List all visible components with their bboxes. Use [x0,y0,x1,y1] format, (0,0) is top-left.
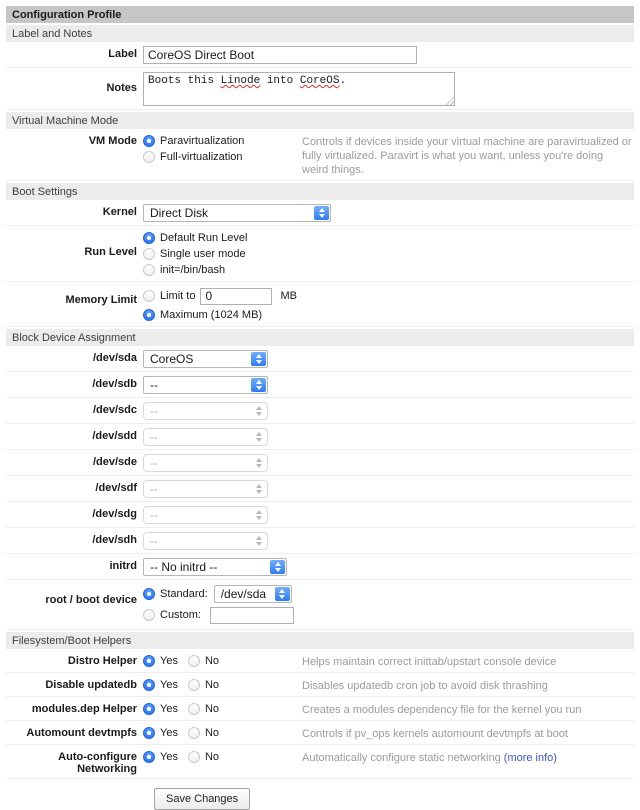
run-level-single-user-label: Single user mode [160,247,246,260]
page-title: Configuration Profile [6,6,634,23]
memory-maximum-label: Maximum (1024 MB) [160,308,263,321]
initrd-label: initrd [109,560,137,572]
automount-devtmpfs-no-radio[interactable] [188,727,200,739]
memory-maximum-radio[interactable] [143,309,155,321]
disable-updatedb-help-text: Disables updatedb cron job to avoid disk thrashing [302,680,548,692]
run-level-init-bash-label: init=/bin/bash [160,263,226,276]
vm-mode-full-virtualization-label: Full-virtualization [160,150,243,163]
notes-row [6,68,634,110]
kernel-label: Kernel [102,206,137,218]
modules-dep-no-radio[interactable] [188,703,200,715]
root-device-standard-value: /dev/sda [220,587,267,601]
distro-helper-no-radio[interactable] [188,655,200,667]
dev-sde-label: /dev/sde [92,456,137,468]
vm-mode-help-text: Controls if devices inside your virtual machine are paravirtualized or fully virtualized. Paravirt is what you want, unless you're doing weird things. [302,136,632,176]
distro-helper-label: Distro Helper [67,655,137,667]
vm-mode-full-virtualization-radio[interactable] [143,151,155,163]
memory-limit-to-label: Limit to [160,290,196,302]
dev-sdb-label: /dev/sdb [92,378,137,390]
label-input[interactable] [143,46,417,64]
dev-sda-select[interactable] [143,350,268,368]
helper-row-distro [6,649,634,673]
kernel-row [6,200,634,226]
device-row-sde [6,450,634,476]
device-row-sdb [6,372,634,398]
dev-sdd-select [143,428,268,446]
root-device-custom-input[interactable] [210,607,294,624]
vm-mode-paravirtualization-label: Paravirtualization [160,134,245,147]
dev-sdg-select-value: -- [150,508,158,522]
dev-sdh-label: /dev/sdh [92,534,137,546]
memory-limit-unit: MB [280,290,297,302]
device-row-sdd [6,424,634,450]
vm-mode-label: VM Mode [88,135,137,147]
helper-row-networking [6,745,634,779]
automount-devtmpfs-help-text: Controls if pv_ops kernels automount devtmpfs at boot [302,728,568,740]
kernel-select[interactable] [143,204,331,222]
distro-helper-help-text: Helps maintain correct inittab/upstart console device [302,656,557,668]
dev-sdf-select [143,480,268,498]
memory-limit-label: Memory Limit [65,294,137,306]
vm-mode-paravirtualization-radio[interactable] [143,135,155,147]
section-boot-settings: Boot Settings [6,183,634,200]
yes-label: Yes [160,750,178,763]
dev-sdb-select[interactable] [143,376,268,394]
select-arrows-icon [270,560,285,574]
notes-text: Boots this Linode into CoreOS. [148,75,347,87]
run-level-single-user-radio[interactable] [143,248,155,260]
dev-sdf-select-value: -- [150,482,158,496]
memory-limit-row [6,282,634,327]
no-label: No [204,702,220,715]
initrd-select[interactable] [143,558,287,576]
select-arrows-icon [251,352,266,366]
root-device-custom-label: Custom: [160,609,201,621]
yes-label: Yes [160,654,178,667]
dev-sdg-label: /dev/sdg [92,508,137,520]
device-row-sdg [6,502,634,528]
distro-helper-yes-radio[interactable] [143,655,155,667]
select-arrows-icon [251,456,266,470]
device-row-sdf [6,476,634,502]
no-label: No [204,678,220,691]
initrd-select-value: -- No initrd -- [150,560,218,574]
dev-sdc-select-value: -- [150,404,158,418]
modules-dep-yes-radio[interactable] [143,703,155,715]
root-boot-device-label: root / boot device [45,594,137,606]
disable-updatedb-label: Disable updatedb [45,679,137,691]
helper-row-updatedb [6,673,634,697]
root-device-standard-select[interactable] [214,585,292,603]
dev-sde-select-value: -- [150,456,158,470]
modules-dep-help-text: Creates a modules dependency file for the kernel you run [302,704,582,716]
disable-updatedb-no-radio[interactable] [188,679,200,691]
root-boot-device-row [6,580,634,630]
run-level-label: Run Level [84,246,137,258]
yes-label: Yes [160,726,178,739]
kernel-select-value: Direct Disk [150,206,209,220]
section-filesystem-boot-helpers: Filesystem/Boot Helpers [6,632,634,649]
helper-row-modules-dep [6,697,634,721]
dev-sdh-select [143,532,268,550]
label-row [6,42,634,68]
run-level-default-radio[interactable] [143,232,155,244]
memory-limit-input[interactable] [200,288,272,305]
automount-devtmpfs-yes-radio[interactable] [143,727,155,739]
no-label: No [204,654,220,667]
dev-sdh-select-value: -- [150,534,158,548]
dev-sda-label: /dev/sda [92,352,137,364]
dev-sdc-select [143,402,268,420]
dev-sdc-label: /dev/sdc [92,404,137,416]
run-level-init-bash-radio[interactable] [143,264,155,276]
no-label: No [204,726,220,739]
resize-grip-icon[interactable] [445,96,454,105]
auto-configure-networking-label: Auto-configure Networking [58,751,137,775]
more-info-link[interactable]: (more info) [503,752,557,764]
notes-field-label: Notes [106,82,137,94]
save-changes-button[interactable]: Save Changes [154,788,250,810]
dev-sda-select-value: CoreOS [150,352,194,366]
dev-sdb-select-value: -- [150,378,158,392]
auto-configure-networking-no-radio[interactable] [188,751,200,763]
dev-sde-select [143,454,268,472]
dev-sdg-select [143,506,268,524]
memory-limit-to-radio[interactable] [143,290,155,302]
root-device-standard-label: Standard: [160,588,208,600]
root-device-custom-radio[interactable] [143,609,155,621]
select-arrows-icon [314,206,329,220]
configuration-profile-form [6,6,634,810]
select-arrows-icon [251,534,266,548]
select-arrows-icon [275,587,290,601]
save-row [6,779,634,810]
device-row-sda [6,346,634,372]
select-arrows-icon [251,404,266,418]
disable-updatedb-yes-radio[interactable] [143,679,155,691]
initrd-row [6,554,634,580]
select-arrows-icon [251,430,266,444]
section-label-and-notes: Label and Notes [6,25,634,42]
vm-mode-row [6,129,634,181]
label-field-label: Label [108,48,137,60]
modules-dep-helper-label: modules.dep Helper [31,703,137,715]
root-device-standard-radio[interactable] [143,588,155,600]
device-row-sdc [6,398,634,424]
dev-sdf-label: /dev/sdf [95,482,137,494]
dev-sdd-label: /dev/sdd [92,430,137,442]
yes-label: Yes [160,678,178,691]
run-level-row [6,226,634,282]
dev-sdd-select-value: -- [150,430,158,444]
helper-row-devtmpfs [6,721,634,745]
select-arrows-icon [251,508,266,522]
section-block-device-assignment: Block Device Assignment [6,329,634,346]
automount-devtmpfs-label: Automount devtmpfs [26,727,137,739]
yes-label: Yes [160,702,178,715]
device-row-sdh [6,528,634,554]
select-arrows-icon [251,378,266,392]
section-virtual-machine-mode: Virtual Machine Mode [6,112,634,129]
auto-configure-networking-help-text: Automatically configure static networking [302,752,501,764]
run-level-default-label: Default Run Level [160,231,248,244]
select-arrows-icon [251,482,266,496]
notes-textarea[interactable] [143,72,455,106]
auto-configure-networking-yes-radio[interactable] [143,751,155,763]
no-label: No [204,750,220,763]
